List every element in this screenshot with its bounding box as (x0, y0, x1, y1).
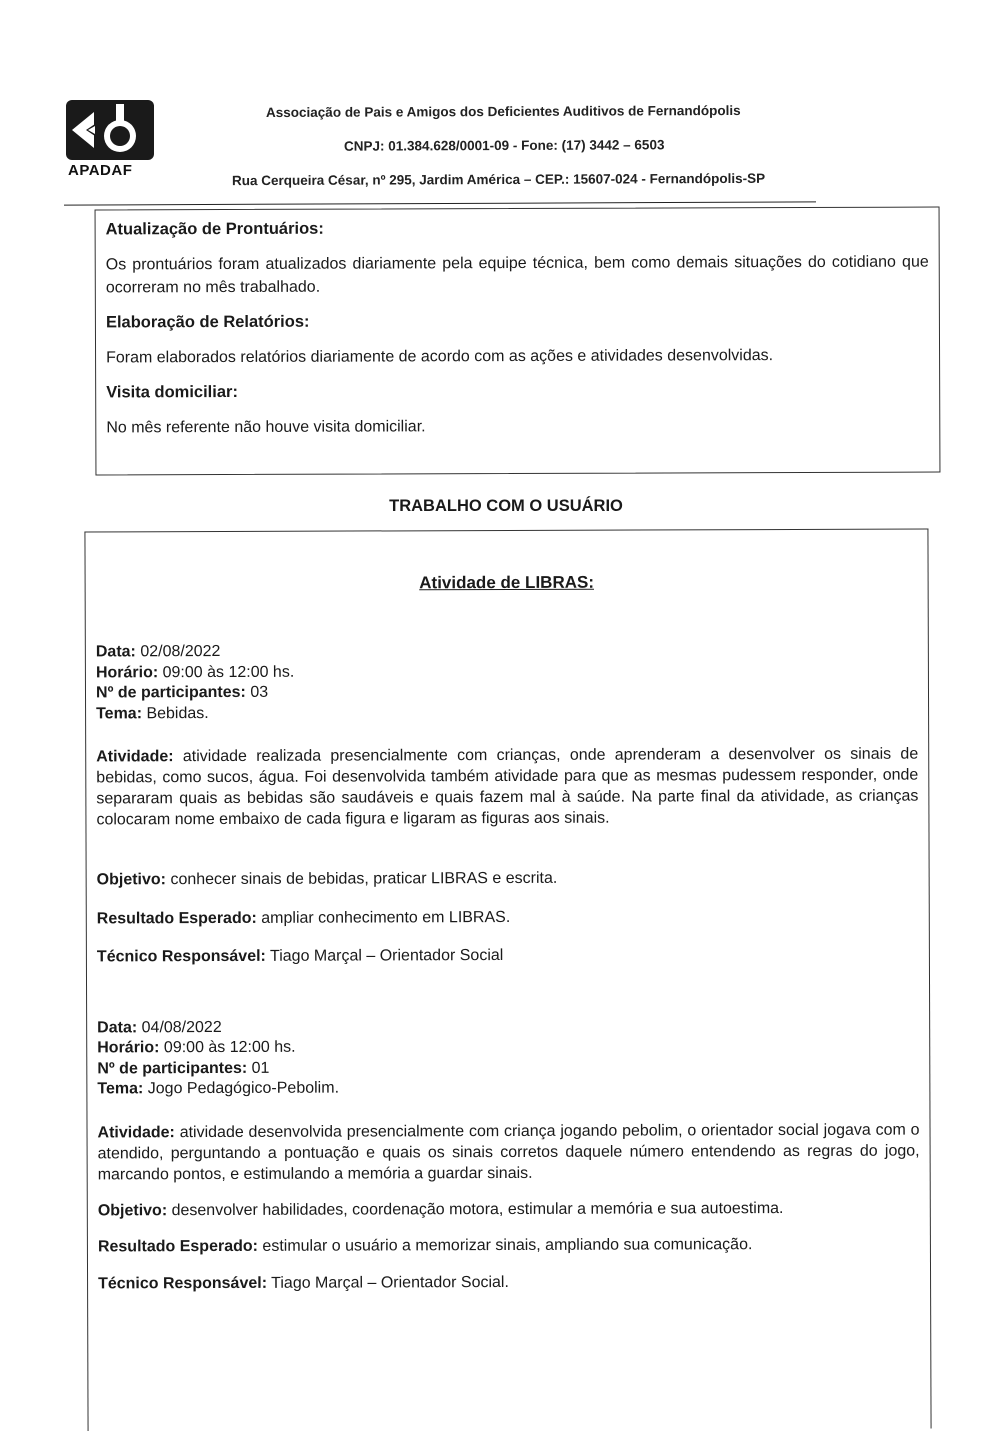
records-text: Os prontuários foram atualizados diariamente pela equipe técnica, bem como demais situações do cotidiano que ocorreram no mês trabalhado. (105, 253, 929, 297)
objective-label: Objetivo: (96, 871, 167, 889)
date-label: Data: (97, 1018, 138, 1036)
expected-value: ampliar conhecimento em LIBRAS. (256, 908, 511, 927)
org-name: Associação de Pais e Amigos dos Deficientes Auditivos de Fernandópolis (265, 102, 741, 121)
home-visit-text: No mês referente não houve visita domiciliar. (106, 418, 426, 437)
time-label: Horário: (97, 1039, 160, 1057)
activity-box (84, 529, 931, 1431)
expected-label: Resultado Esperado: (97, 1237, 258, 1256)
admin-box (95, 207, 941, 476)
expected-value: estimular o usuário a memorizar sinais, ampliando sua comunicação. (257, 1236, 753, 1255)
participants-value: 01 (247, 1059, 270, 1077)
activity-value: atividade desenvolvida presencialmente com criança jogando pebolim, o orientador social jogava com o atendido, perguntando a pontuação e quais os sinais corretos daquele número entendendo as regras do jogo, marcando pontos, e estimulando a memória a guardar sinais. (97, 1121, 920, 1183)
objective-label: Objetivo: (97, 1201, 168, 1219)
reports-text: Foram elaborados relatórios diariamente de acordo com as ações e atividades desenvolvidas. (106, 347, 774, 367)
technician-label: Técnico Responsável: (98, 1274, 268, 1292)
time-label: Horário: (95, 663, 159, 681)
date-value: 02/08/2022 (135, 643, 221, 661)
technician-label: Técnico Responsável: (96, 947, 266, 966)
theme-value: Jogo Pedagógico-Pebolim. (143, 1079, 340, 1098)
records-title: Atualização de Prontuários: (105, 219, 324, 239)
activity-label: Atividade: (96, 748, 174, 766)
theme-label: Tema: (97, 1080, 144, 1098)
activity-label: Atividade: (97, 1123, 175, 1141)
logo-text: APADAF (68, 162, 133, 179)
activity-entry-2 (97, 1015, 920, 1294)
time-value: 09:00 às 12:00 hs. (159, 1038, 296, 1057)
cnpj-line: CNPJ: 01.384.628/0001-09 - Fone: (17) 3442 – 6503 (343, 137, 665, 154)
home-visit-title: Visita domiciliar: (106, 382, 238, 402)
address-line: Rua Cerqueira César, nº 295, Jardim América – CEP.: 15607-024 - Fernandópolis-SP (231, 170, 766, 189)
participants-label: Nº de participantes: (95, 683, 246, 702)
activity-title: Atividade de LIBRAS: (419, 572, 595, 593)
reports-title: Elaboração de Relatórios: (105, 312, 310, 332)
date-value: 04/08/2022 (137, 1018, 222, 1036)
date-label: Data: (95, 643, 136, 661)
technician-value: Tiago Marçal – Orientador Social (265, 947, 504, 965)
objective-value: conhecer sinais de bebidas, praticar LIBRAS e escrita. (165, 869, 558, 889)
section-title: TRABALHO COM O USUÁRIO (389, 497, 623, 515)
participants-value: 03 (245, 683, 269, 701)
participants-label: Nº de participantes: (97, 1059, 248, 1077)
activity-entry-1 (96, 640, 919, 968)
activity-value: atividade realizada presencialmente com crianças, onde aprenderam a desenvolver os sinais de bebidas, como sucos, água. Foi desenvolvida também atividade para que as mesmas pudessem responder, onde separaram quais as bebidas são saudáveis e quais fazem mal à saúde. Na parte final da atividade, as crianças colocaram nome embaixo de cada figura e ligaram as figuras aos sinais. (96, 745, 919, 829)
objective-value: desenvolver habilidades, coordenação motora, estimular a memória e sua autoestima. (167, 1199, 784, 1219)
time-value: 09:00 às 12:00 hs. (158, 663, 295, 681)
theme-value: Bebidas. (141, 704, 209, 722)
technician-value: Tiago Marçal – Orientador Social. (266, 1273, 509, 1292)
expected-label: Resultado Esperado: (96, 909, 257, 927)
theme-label: Tema: (96, 704, 143, 722)
header-divider (64, 201, 816, 205)
